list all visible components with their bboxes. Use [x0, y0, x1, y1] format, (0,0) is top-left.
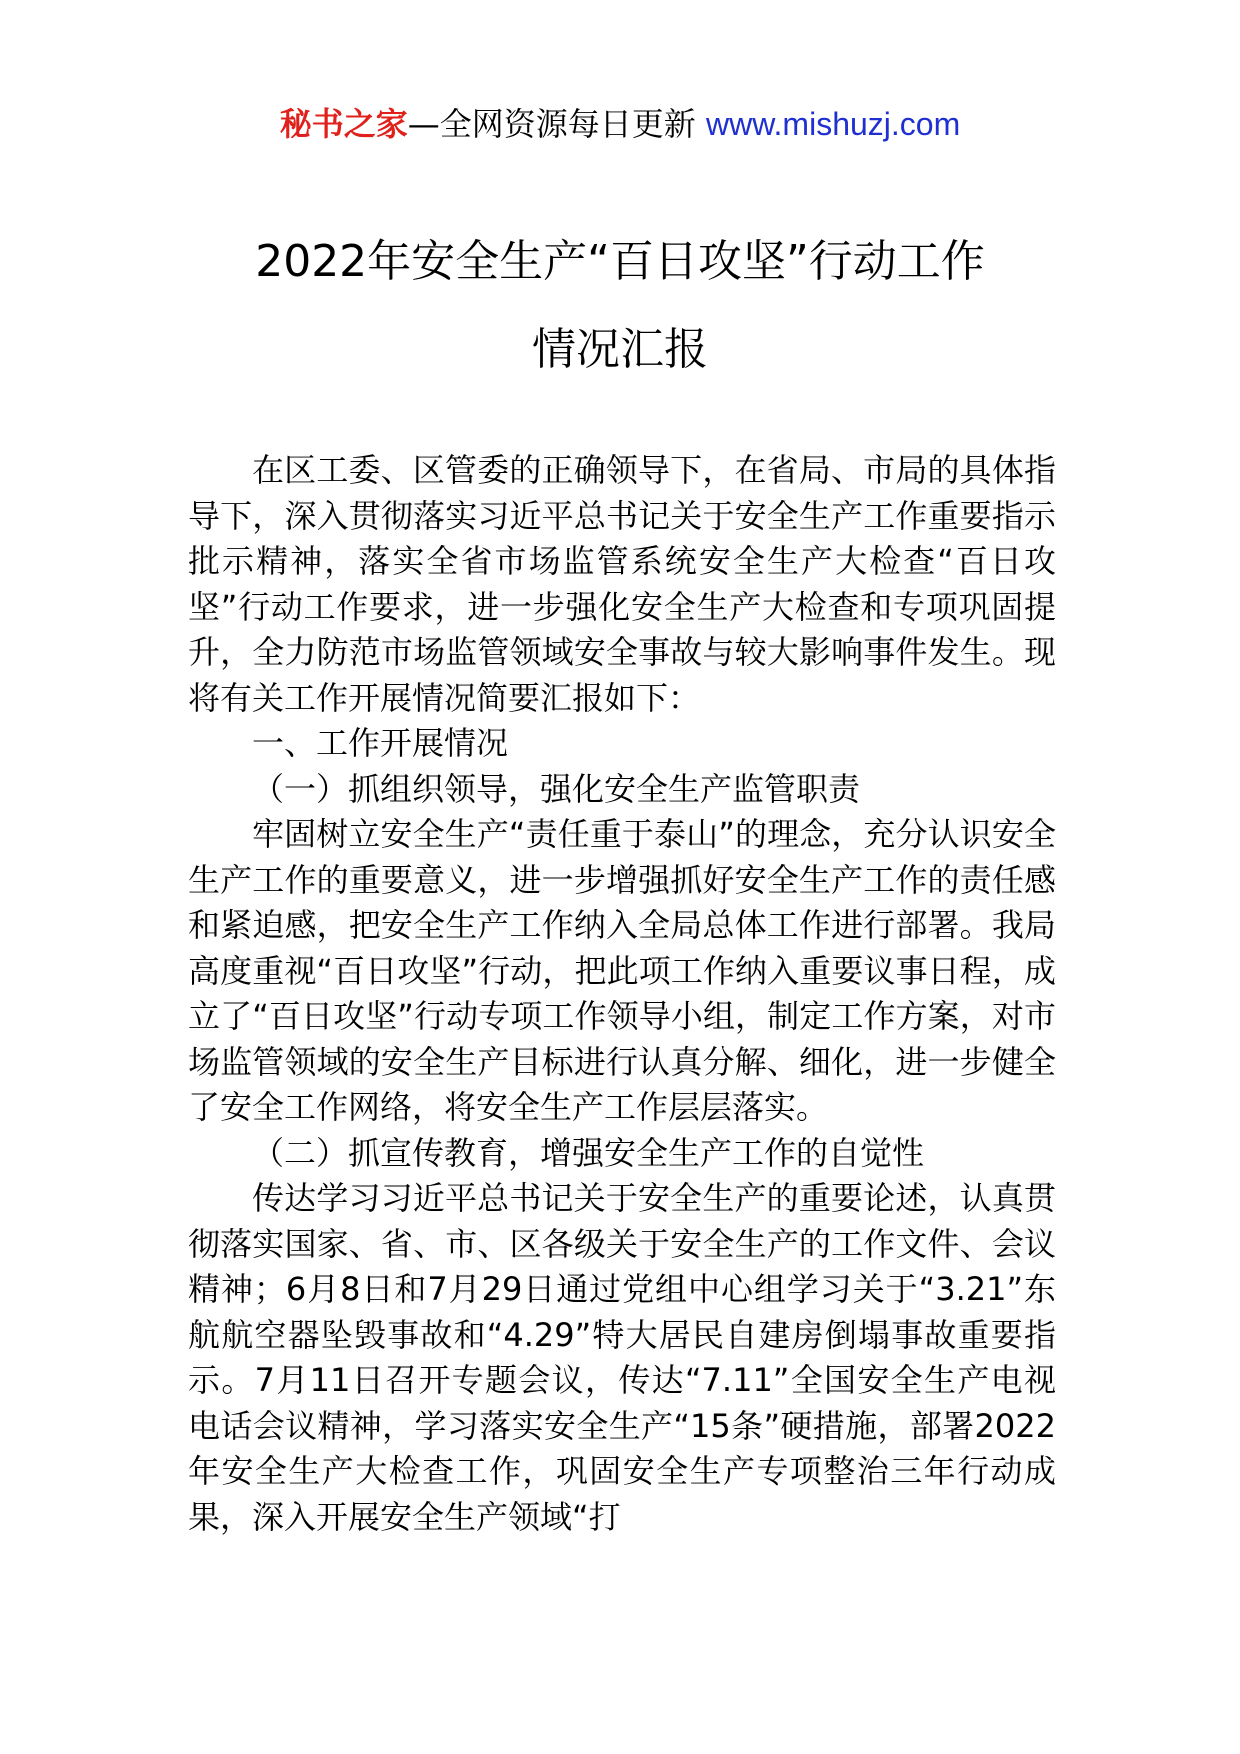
header-slogan: —全网资源每日更新	[407, 105, 706, 143]
body-paragraph-1: 牢固树立安全生产“责任重于泰山”的理念，充分认识安全生产工作的重要意义，进一步增强抓好安全生产工作的责任感和紧迫感，把安全生产工作纳入全局总体工作进行部署。我局高度重视“百日攻坚”行动，把此项工作纳入重要议事日程，成立了“百日攻坚”行动专项工作领导小组，制定工作方案，对市场监管领域的安全生产目标进行认真分解、细化，进一步健全了安全工作网络，将安全生产工作层层落实。	[188, 815, 1056, 1126]
document-title-line-1: 2022年安全生产“百日攻坚”行动工作	[255, 236, 985, 287]
site-header	[0, 100, 1240, 148]
document-title-line-2: 情况汇报	[532, 324, 708, 375]
site-url[interactable]: www.mishuzj.com	[705, 106, 961, 142]
body-paragraph-2: 传达学习习近平总书记关于安全生产的重要论述，认真贯彻落实国家、省、市、区各级关于安全生产的工作文件、会议精神；6月8日和7月29日通过党组中心组学习关于“3.21”东航航空器坠毁事故和“4.29”特大居民自建房倒塌事故重要指示。7月11日召开专题会议，传达“7.11”全国安全生产电视电话会议精神，学习落实安全生产“15条”硬措施，部署2022年安全生产大检查工作，巩固安全生产专项整治三年行动成果，深入开展安全生产领域“打	[188, 1179, 1056, 1536]
intro-paragraph: 在区工委、区管委的正确领导下，在省局、市局的具体指导下，深入贯彻落实习近平总书记关于安全生产工作重要指示批示精神，落实全省市场监管系统安全生产大检查“百日攻坚”行动工作要求，进一步强化安全生产大检查和专项巩固提升，全力防范市场监管领域安全事故与较大影响事件发生。现将有关工作开展情况简要汇报如下：	[188, 451, 1056, 717]
document-body	[188, 448, 1056, 1540]
subsection-heading-1: （一）抓组织领导，强化安全生产监管职责	[252, 769, 861, 808]
subsection-heading-2: （二）抓宣传教育，增强安全生产工作的自觉性	[252, 1133, 925, 1172]
brand-name: 秘书之家	[279, 105, 408, 143]
section-heading: 一、工作开展情况	[252, 724, 509, 762]
